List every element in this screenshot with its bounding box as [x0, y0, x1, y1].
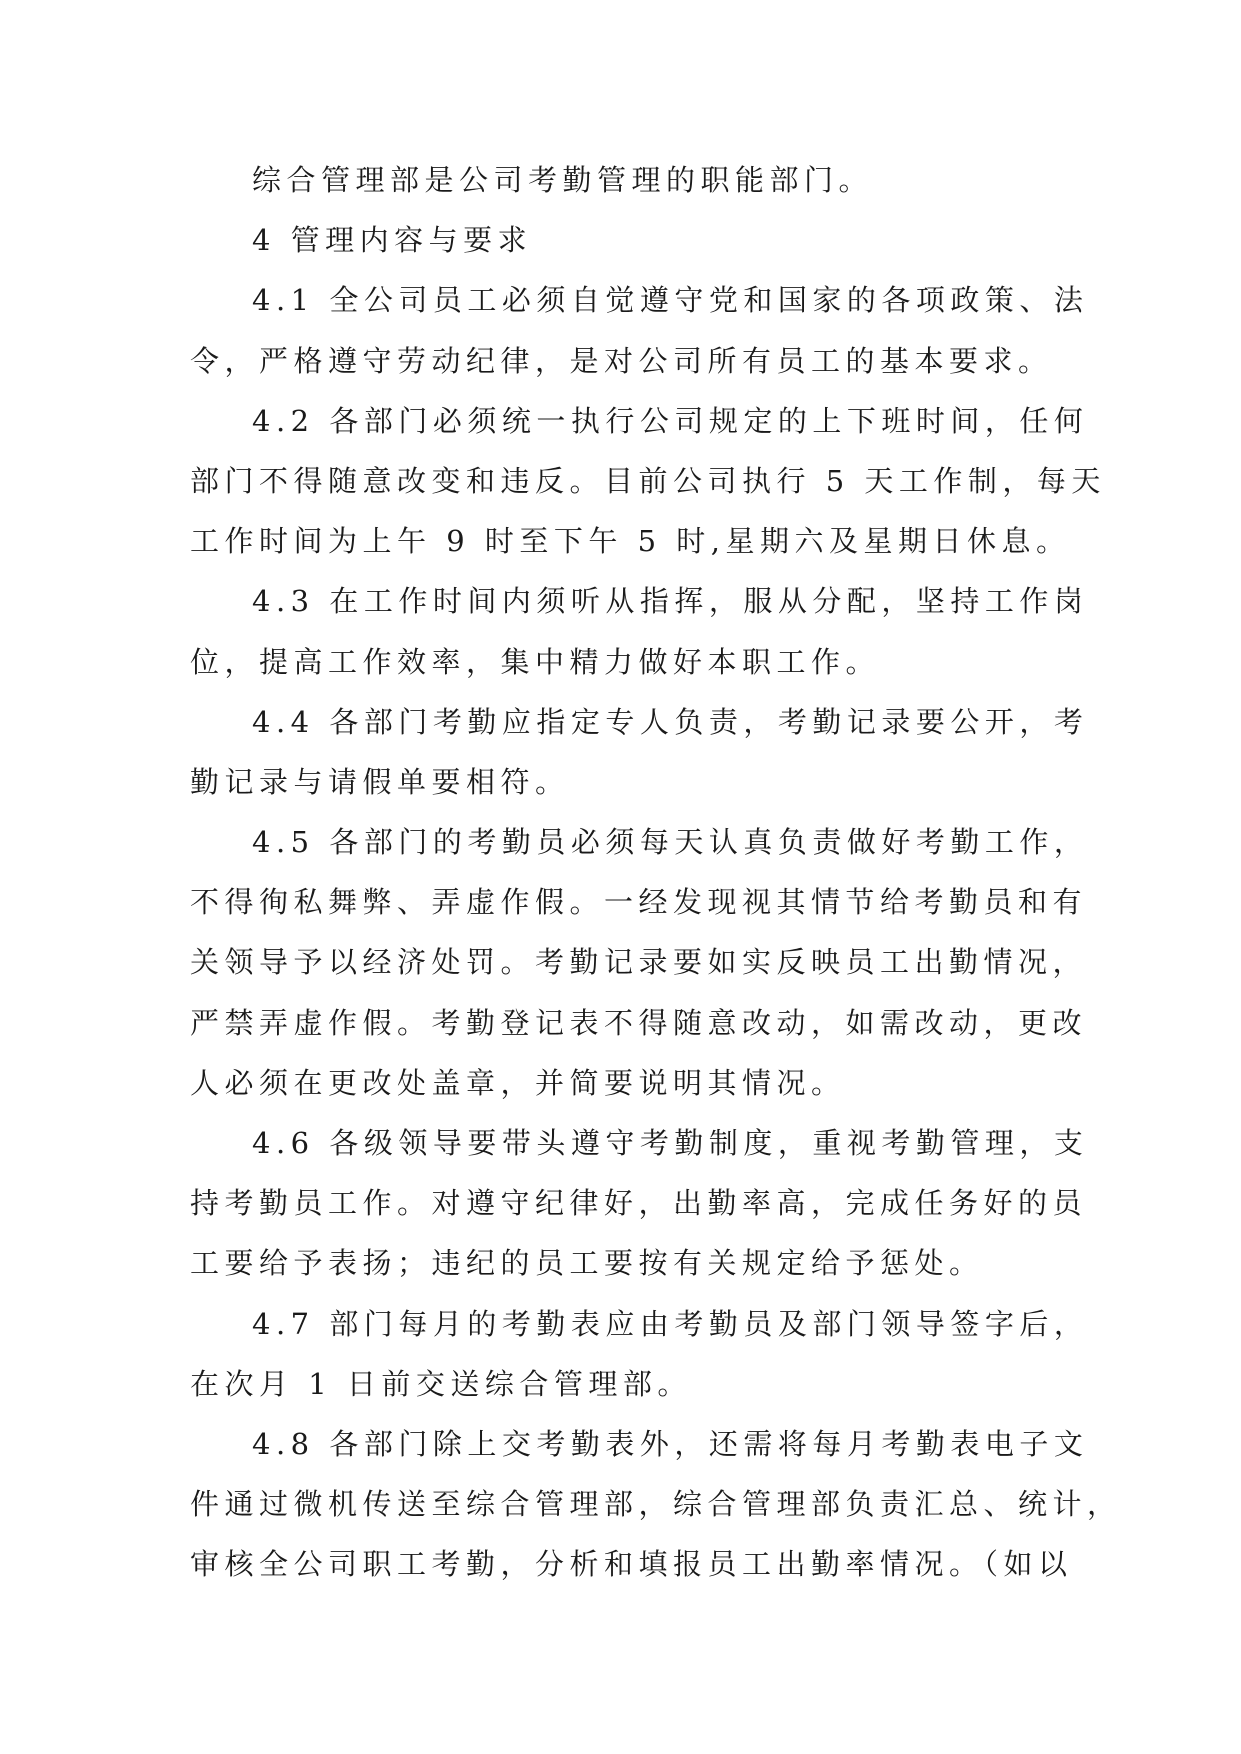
paragraph-line: 位，提高工作效率，集中精力做好本职工作。	[190, 644, 881, 679]
paragraph-line: 4.8 各部门除上交考勤表外，还需将每月考勤表电子文	[252, 1426, 1089, 1461]
paragraph-line: 在次月 1 日前交送综合管理部。	[190, 1366, 692, 1401]
paragraph-line: 关领导予以经济处罚。考勤记录要如实反映员工出勤情况，	[190, 945, 1088, 980]
paragraph-line: 部门不得随意改变和违反。目前公司执行 5 天工作制，每天	[190, 463, 1106, 498]
document-body	[190, 150, 1122, 1595]
paragraph-line: 4.5 各部门的考勤员必须每天认真负责做好考勤工作，	[252, 825, 1089, 860]
paragraph-line: 件通过微机传送至综合管理部，综合管理部负责汇总、统计，	[190, 1487, 1122, 1522]
paragraph-line: 严禁弄虚作假。考勤登记表不得随意改动，如需改动，更改	[190, 1005, 1088, 1040]
paragraph-line: 勤记录与请假单要相符。	[190, 764, 570, 799]
section-heading: 4 管理内容与要求	[252, 223, 533, 258]
paragraph-line: 令，严格遵守劳动纪律，是对公司所有员工的基本要求。	[190, 343, 1053, 378]
paragraph-line: 4.1 全公司员工必须自觉遵守党和国家的各项政策、法	[252, 283, 1089, 318]
paragraph-line: 4.7 部门每月的考勤表应由考勤员及部门领导签字后，	[252, 1306, 1089, 1341]
paragraph-line: 不得徇私舞弊、弄虚作假。一经发现视其情节给考勤员和有	[190, 885, 1088, 920]
paragraph-line: 4.4 各部门考勤应指定专人负责，考勤记录要公开，考	[252, 704, 1089, 739]
paragraph-line: 4.3 在工作时间内须听从指挥，服从分配，坚持工作岗	[252, 584, 1089, 619]
paragraph-line: 4.2 各部门必须统一执行公司规定的上下班时间，任何	[252, 403, 1089, 438]
paragraph-line: 审核全公司职工考勤，分析和填报员工出勤率情况。（如以	[190, 1547, 1073, 1582]
paragraph-line: 综合管理部是公司考勤管理的职能部门。	[252, 163, 874, 197]
paragraph-line: 工要给予表扬；违纪的员工要按有关规定给予惩处。	[190, 1246, 984, 1281]
paragraph-line: 工作时间为上午 9 时至下午 5 时,星期六及星期日休息。	[190, 524, 1071, 559]
paragraph-line: 4.6 各级领导要带头遵守考勤制度，重视考勤管理，支	[252, 1126, 1089, 1160]
paragraph-line: 持考勤员工作。对遵守纪律好，出勤率高，完成任务好的员	[190, 1186, 1088, 1221]
paragraph-line: 人必须在更改处盖章，并简要说明其情况。	[190, 1065, 846, 1100]
